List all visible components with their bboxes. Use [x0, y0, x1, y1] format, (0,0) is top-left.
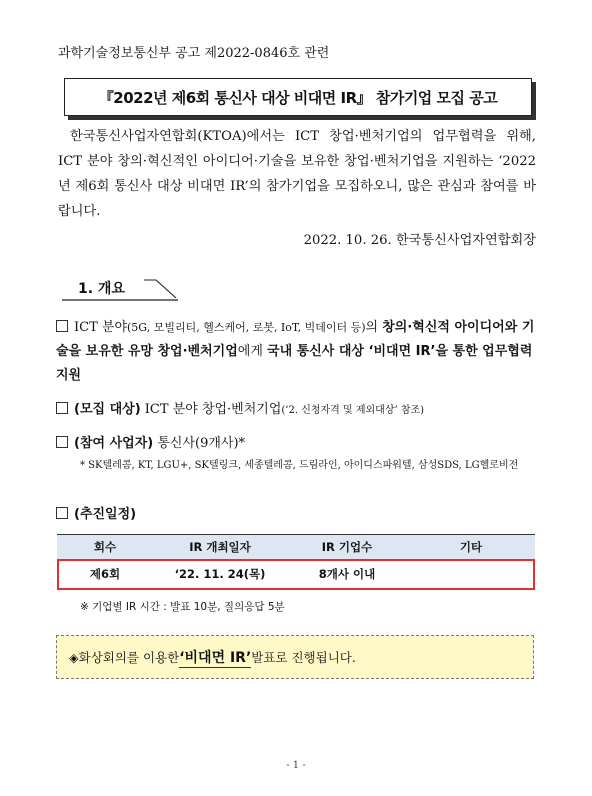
checkbox-square-icon	[56, 402, 68, 414]
recruit-text: ICT 분야 창업·벤처기업	[140, 402, 282, 417]
intro-paragraph	[58, 124, 536, 224]
title-box	[64, 78, 532, 116]
table-cell: ‘22. 11. 24(목)	[174, 566, 266, 581]
overview-target-bold: 창의·혁신적 아이디어와 기술을 보유한 유망 창업·벤처기업	[56, 320, 535, 359]
callout-text-post: 발표로 진행됩니다.	[251, 650, 356, 665]
overview-support-bold: 국내 통신사 대상 ‘비대면 IR’을 통한 업무협력 지원	[56, 344, 533, 383]
column-header: 회수	[57, 535, 153, 560]
highlighted-row-outline	[57, 559, 535, 590]
column-header: IR 기업수	[287, 535, 407, 560]
intro-text: 한국통신사업자연합회(KTOA)에서는 ICT 창업·벤처기업의 업무협력을 위해, ICT 분야 창의·혁신적인 아이디어·기술을 보유한 창업·벤처기업을 지원하는 ‘2022년 제6회 통신사 대상 비대면 IR’의 참가기업을 모집하오니, 많은 관심과 참여를 바랍니다.	[58, 129, 536, 219]
notice-reference: 과학기술정보통신부 공고 제2022-0846호 관련	[58, 46, 330, 61]
table-header-row	[57, 535, 535, 560]
table-cell: 제6회	[89, 566, 121, 581]
table-cell: 8개사 이내	[318, 566, 376, 581]
page-title: 『2022년 제6회 통신사 대상 비대면 IR』 참가기업 모집 공고	[98, 88, 498, 107]
participants-label: (참여 사업자)	[74, 436, 154, 451]
overview-text-mid: 의	[365, 320, 383, 335]
checkbox-square-icon	[56, 436, 68, 448]
recruit-reference: (‘2. 신청자격 및 제외대상’ 참조)	[281, 405, 425, 416]
column-header: 기타	[407, 535, 535, 560]
overview-text-post: 에게	[237, 344, 268, 359]
participants-text: 통신사(9개사)*	[153, 436, 246, 451]
checkbox-square-icon	[56, 320, 68, 332]
participants-item	[56, 432, 540, 456]
checkbox-square-icon	[56, 507, 68, 519]
recruit-label: (모집 대상)	[74, 402, 141, 417]
overview-examples: (5G, 모빌리티, 헬스케어, 로봇, IoT, 빅데이터 등)	[127, 321, 366, 334]
schedule-footnote: ※ 기업별 IR 시간 : 발표 10분, 질의응답 5분	[80, 601, 285, 613]
callout-text-pre: 화상회의를 이용한	[78, 650, 180, 665]
recruit-target-item	[56, 398, 540, 423]
page-number: - 1 -	[286, 760, 306, 771]
date-signature: 2022. 10. 26. 한국통신사업자연합회장	[303, 233, 536, 248]
column-header: IR 개최일자	[153, 535, 287, 560]
overview-text: ICT 분야	[74, 320, 128, 335]
schedule-label: (추진일정)	[74, 507, 137, 522]
participants-note: * SK텔레콤, KT, LGU+, SK텔링크, 세종텔레콤, 드림라인, 아이디스파워텔, 삼성SDS, LG헬로비전	[80, 460, 519, 471]
section-heading-label: 1. 개요	[78, 281, 125, 297]
diamond-bullet-icon: ◈	[69, 649, 79, 665]
notice-callout	[56, 635, 534, 679]
overview-item	[56, 316, 540, 388]
callout-highlight: ‘비대면 IR’	[179, 647, 251, 668]
schedule-item	[56, 503, 540, 527]
